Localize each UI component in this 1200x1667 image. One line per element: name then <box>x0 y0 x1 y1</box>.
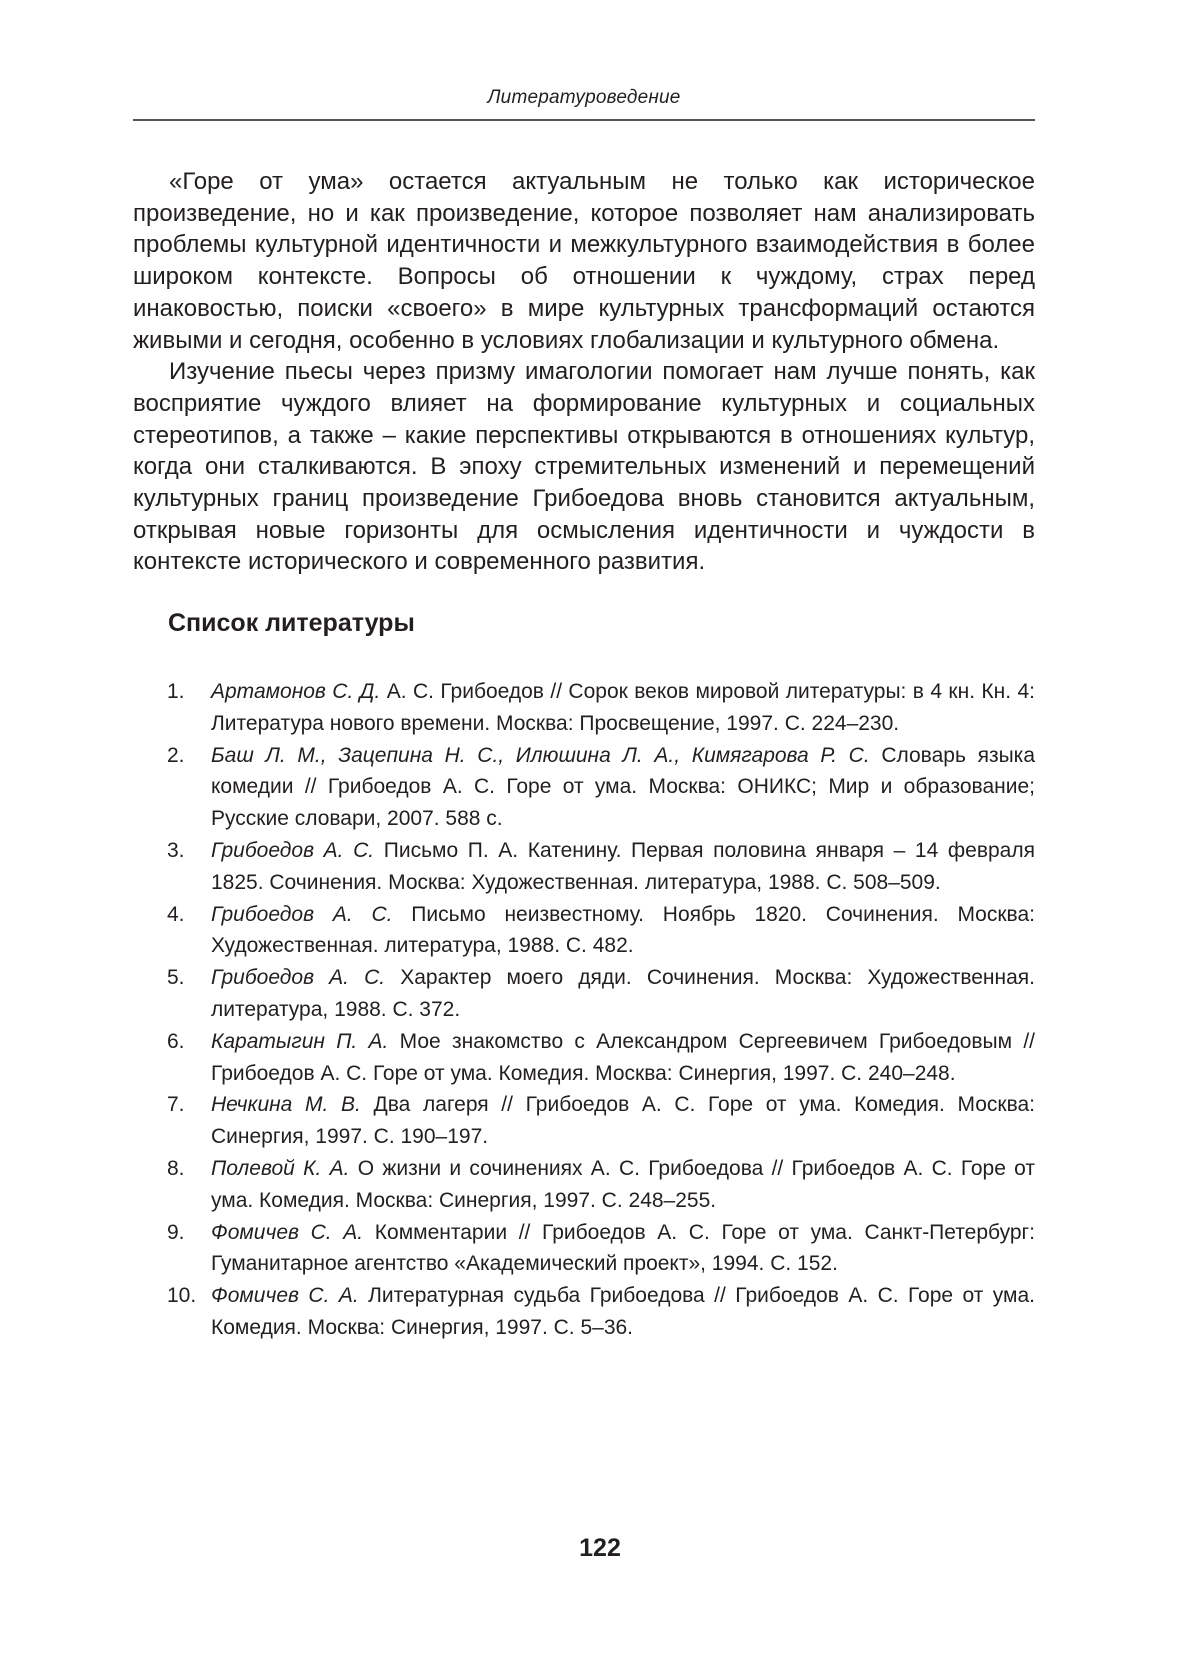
references-title: Список литературы <box>168 609 415 637</box>
reference-author: Артамонов С. Д. <box>211 680 381 703</box>
reference-author: Фомичев С. А. <box>211 1284 359 1308</box>
reference-text: Литературная судьба Грибоедова // Грибоедов А. С. Горе от ума. Комедия. Москва: Синергия, 1997. С. 5–36. <box>211 1284 1036 1339</box>
reference-author: Нечкина М. В. <box>211 1093 361 1117</box>
reference-author: Грибоедов А. С. <box>211 966 386 990</box>
body-text <box>133 166 1035 578</box>
reference-item <box>133 740 1035 835</box>
references-list <box>133 676 1035 1344</box>
reference-author: Грибоедов А. С. <box>211 902 393 926</box>
reference-item <box>133 1026 1035 1090</box>
reference-text: Мое знакомство с Александром Сергеевичем Грибоедовым // Грибоедов А. С. Горе от ума. Комедия. Москва: Синергия, 1997. С. 240–248. <box>211 1029 1035 1085</box>
reference-item <box>133 899 1035 963</box>
reference-author: Каратыгин П. А. <box>211 1029 389 1053</box>
reference-item <box>133 962 1035 1026</box>
reference-number: 7. <box>167 1093 185 1117</box>
reference-text: О жизни и сочинениях А. С. Грибоедова // Грибоедов А. С. Горе от ума. Комедия. Москва: Синергия, 1997. С. 248–255. <box>211 1156 1035 1212</box>
reference-item <box>133 676 1035 740</box>
reference-number: 3. <box>167 838 185 862</box>
header-divider <box>133 119 1035 121</box>
reference-text: Словарь языка комедии // Грибоедов А. С. Горе от ума. Москва: ОНИКС; Мир и образование; Русские словари, 2007. 588 с. <box>211 743 1035 831</box>
reference-author: Баш Л. М., Зацепина Н. С., Илюшина Л. А., Кимягарова Р. С. <box>211 743 870 767</box>
reference-item <box>133 1153 1035 1217</box>
body-paragraph: Изучение пьесы через призму имагологии помогает нам лучше понять, как восприятие чуждого влияет на формирование культурных и социальных стереотипов, а также – какие перспективы открываются в отношениях культур, когда они сталкиваются. В эпоху стремительных изменений и перемещений культурных границ произведение Грибоедова вновь становится актуальным, открывая новые горизонты для осмысления идентичности и чуждости в контексте исторического и современного развития. <box>133 358 1035 576</box>
reference-item <box>133 1217 1035 1281</box>
reference-number: 6. <box>167 1029 185 1053</box>
reference-item <box>133 1280 1035 1344</box>
reference-number: 4. <box>167 902 185 926</box>
reference-text: Характер моего дяди. Сочинения. Москва: Художественная. литература, 1988. С. 372. <box>211 966 1035 1021</box>
body-paragraph: «Горе от ума» остается актуальным не только как историческое произведение, но и как произведение, которое позволяет нам анализировать проблемы культурной идентичности и межкультурного взаимодействия в более широком контексте. Вопросы об отношении к чуждому, страх перед инаковостью, поиски «своего» в мире культурных трансформаций остаются живыми и сегодня, особенно в условиях глобализации и культурного обмена. <box>133 168 1035 354</box>
running-header: Литературоведение <box>487 87 681 108</box>
reference-text: А. С. Грибоедов // Сорок веков мировой литературы: в 4 кн. Кн. 4: Литература нового времени. Москва: Просвещение, 1997. С. 224–230. <box>211 680 1036 735</box>
reference-number: 9. <box>167 1220 185 1244</box>
reference-item <box>133 835 1035 899</box>
reference-text: Два лагеря // Грибоедов А. С. Горе от ума. Комедия. Москва: Синергия, 1997. С. 190–197. <box>211 1093 1036 1149</box>
reference-number: 5. <box>167 966 185 990</box>
reference-text: Письмо неизвестному. Ноябрь 1820. Сочинения. Москва: Художественная. литература, 1988. С. 482. <box>211 902 1035 958</box>
reference-number: 1. <box>167 680 185 703</box>
reference-item <box>133 1089 1035 1153</box>
reference-number: 8. <box>167 1156 185 1180</box>
reference-text: Комментарии // Грибоедов А. С. Горе от ума. Санкт-Петербург: Гуманитарное агентство «Академический проект», 1994. С. 152. <box>211 1220 1036 1276</box>
page-number: 122 <box>579 1534 621 1562</box>
reference-text: Письмо П. А. Катенину. Первая половина января – 14 февраля 1825. Сочинения. Москва: Художественная. литература, 1988. С. 508–509. <box>211 838 1035 894</box>
reference-number: 10. <box>167 1284 197 1308</box>
reference-author: Фомичев С. А. <box>211 1220 364 1244</box>
reference-number: 2. <box>167 743 185 767</box>
reference-author: Грибоедов А. С. <box>211 838 375 862</box>
reference-author: Полевой К. А. <box>211 1156 350 1180</box>
